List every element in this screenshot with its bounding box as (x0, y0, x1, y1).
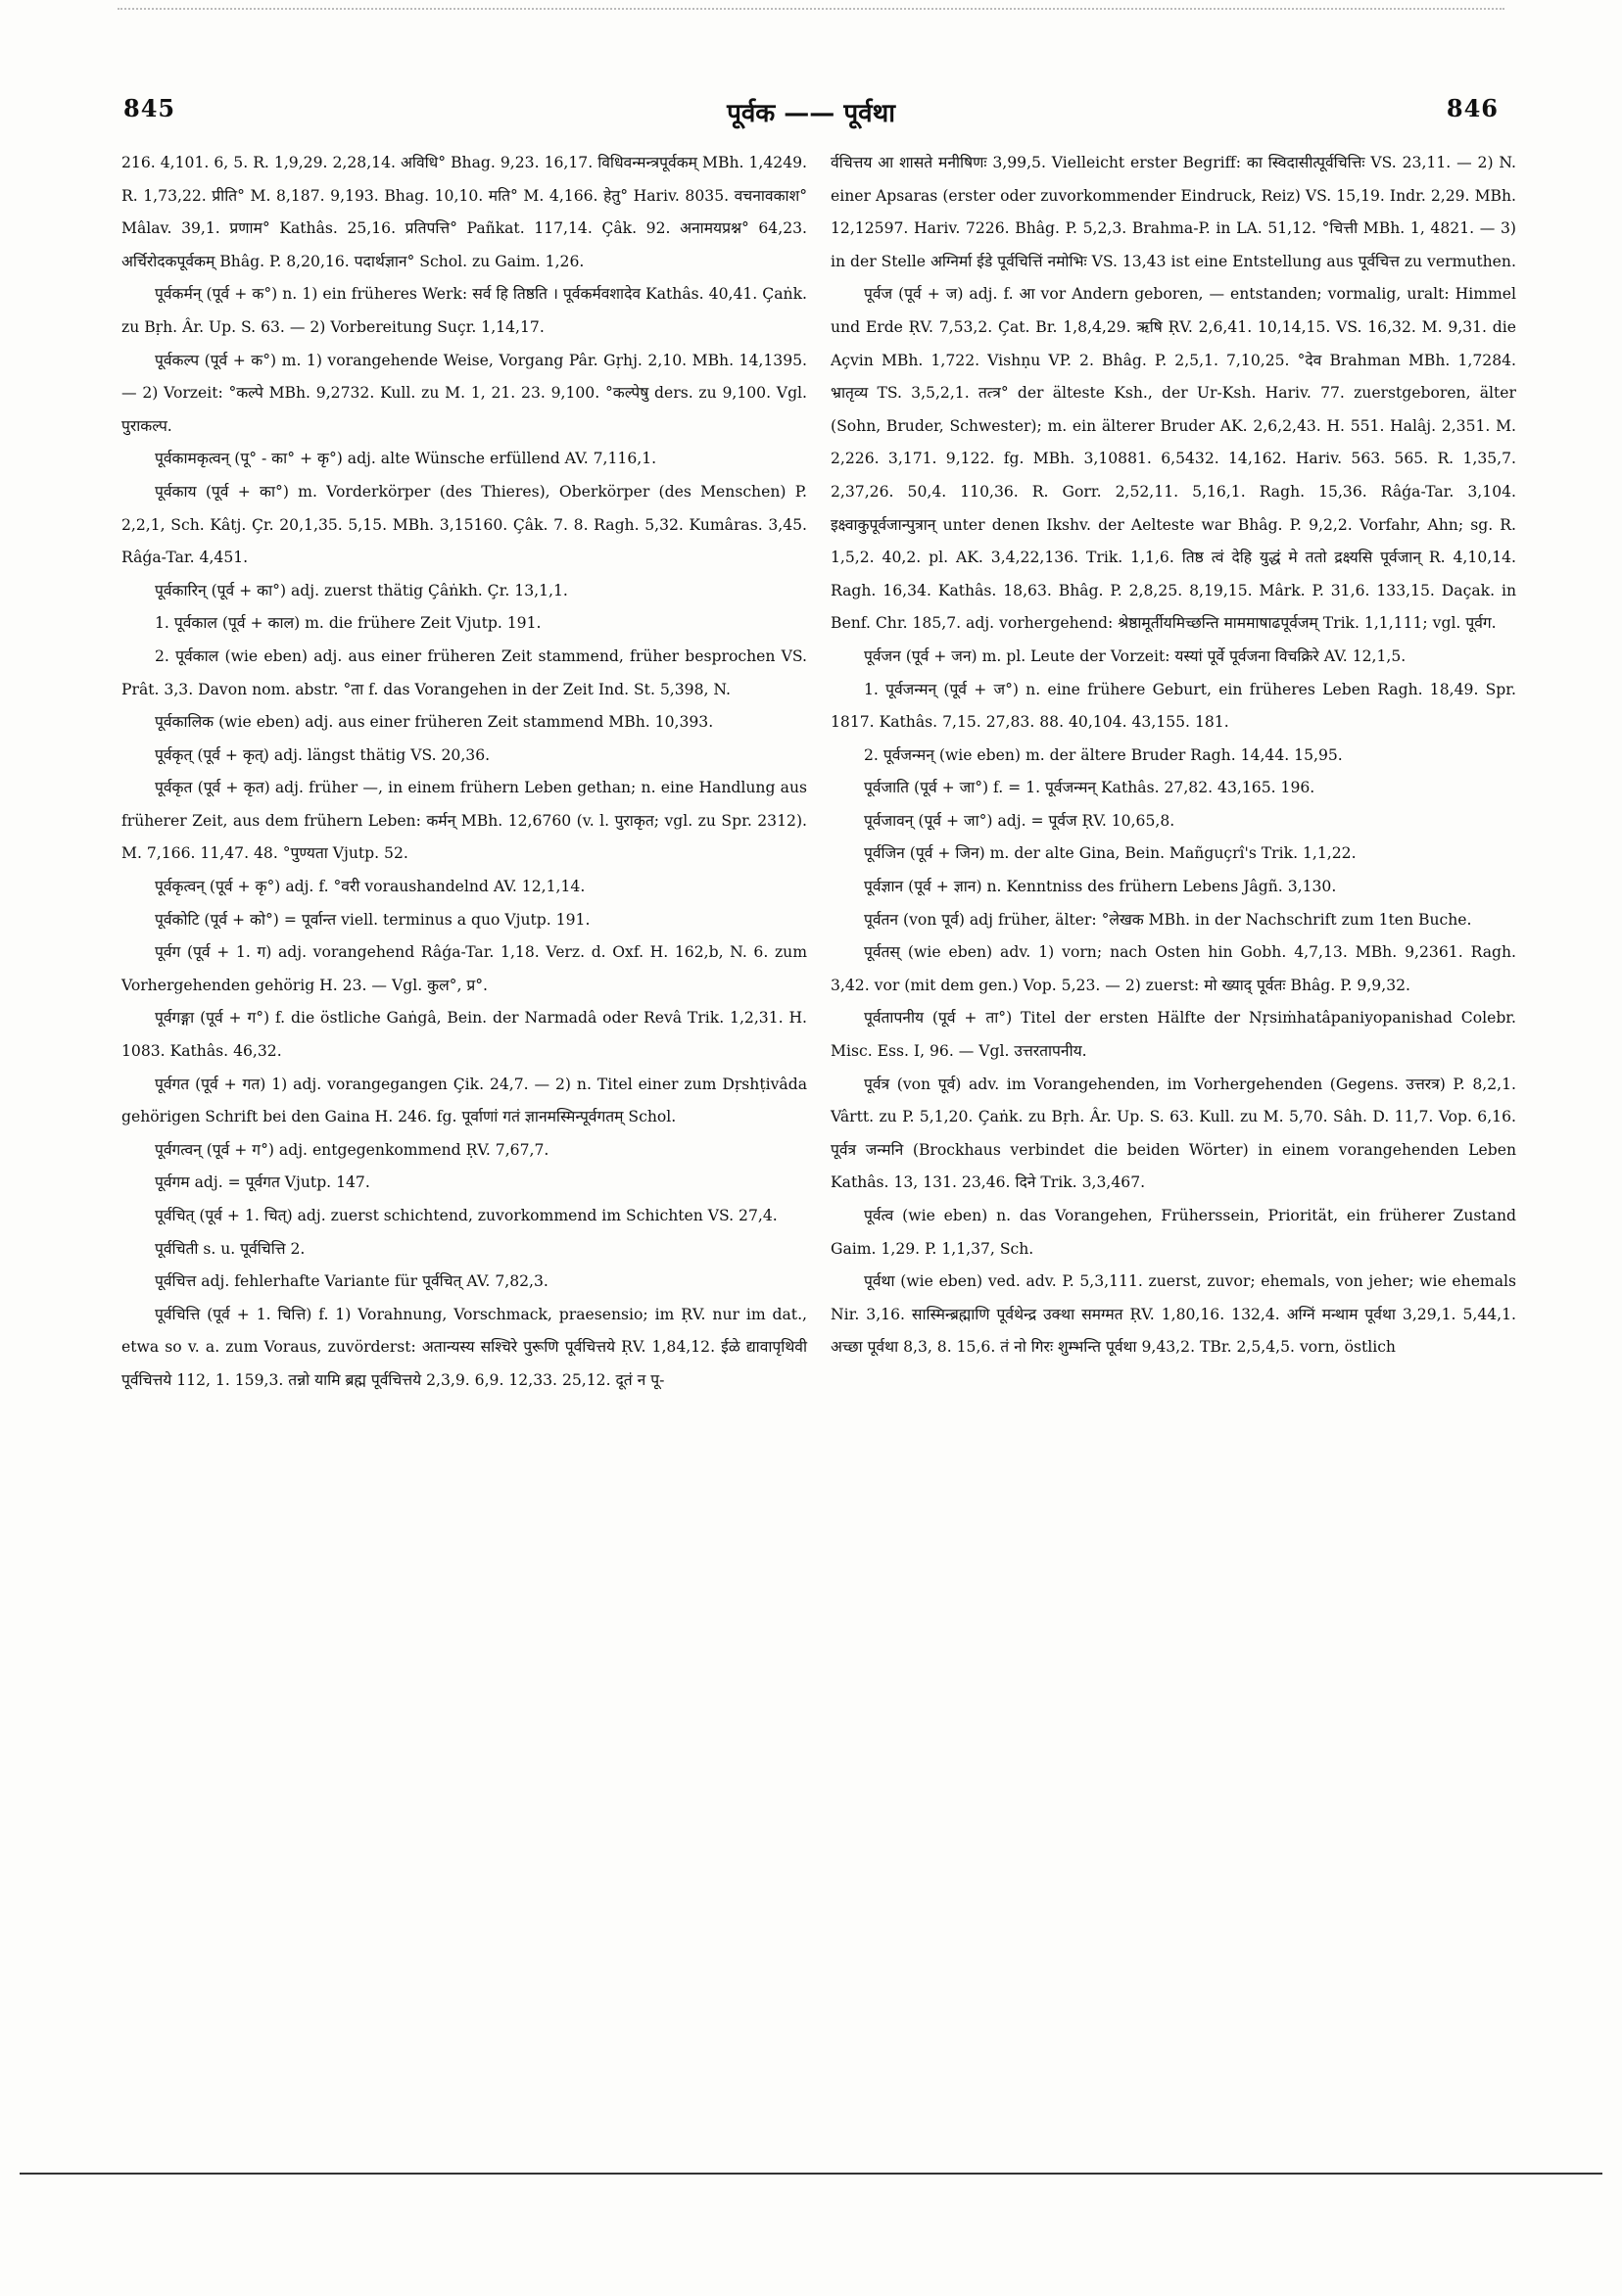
dictionary-entry: 2. पूर्वजन्मन् (wie eben) m. der ältere Bruder Ragh. 14,44. 15,95. (864, 745, 1343, 764)
dictionary-entry: पूर्वज्ञान (पूर्व + ज्ञान) n. Kenntniss des frühern Lebens Jâgñ. 3,130. (864, 878, 1337, 896)
page-number-right: 846 (1446, 94, 1499, 122)
dictionary-entry: पूर्वतस् (wie eben) adv. 1) vorn; nach Osten hin Gobh. 4,7,13. MBh. 9,2361. Ragh. 3,42. vor (mit dem gen.) Vop. 5,23. — 2) zuerst: मो ख्याद् पूर्वतः Bhâg. P. 9,9,32. (831, 943, 1516, 994)
dictionary-entry: पूर्वकृत्वन् (पूर्व + कृ°) adj. f. °वरी voraushandelnd AV. 12,1,14. (155, 878, 586, 896)
dictionary-entry: पूर्वकोटि (पूर्व + को°) = पूर्वान्त viell. terminus a quo Vjutp. 191. (155, 910, 591, 929)
bottom-rule (20, 2173, 1602, 2175)
dictionary-entry: र्वचित्तय आ शासते मनीषिणः 3,99,5. Vielleicht erster Begriff: का स्विदासीत्पूर्वचित्तिः VS. 23,11. — 2) N. einer Apsaras (erster oder zuvorkommender Eindruck, Reiz) VS. 15,19. Indr. 2,29. MBh. 12,12597. Hariv. 7226. Bhâg. P. 5,2,3. Brahma-P. in LA. 51,12. °चित्ती MBh. 1, 4821. — 3) in der Stelle अग्निर्मा ईडे पूर्वचित्तिं नमोभिः VS. 13,43 ist eine Entstellung aus पूर्वचित्त zu vermuthen. (831, 154, 1516, 270)
dictionary-entry: पूर्वत्र (von पूर्व) adv. im Vorangehenden, im Vorhergehenden (Gegens. उत्तरत्र) P. 8,2,1. Vârtt. zu P. 5,1,20. Çaṅk. zu Bṛh. Âr. Up. S. 63. Kull. zu M. 5,70. Sâh. D. 11,7. Vop. 6,16. पूर्वत्र जन्मनि (Brockhaus verbindet die beiden Wörter) in einem vorangehenden Leben Kathâs. 13, 131. 23,46. दिने Trik. 3,3,467. (831, 1075, 1516, 1192)
running-title: पूर्वक —— पूर्वथा (727, 99, 895, 128)
dictionary-entry: पूर्वजिन (पूर्व + जिन) m. der alte Gina, Bein. Mañguçrî's Trik. 1,1,22. (864, 844, 1357, 863)
dictionary-entry: पूर्वचिती s. u. पूर्वचित्ति 2. (155, 1239, 306, 1258)
dictionary-entry: पूर्वकृत् (पूर्व + कृत्) adj. längst thätig VS. 20,36. (155, 745, 491, 764)
top-edge-dots (118, 8, 1504, 10)
dictionary-entry: पूर्वतन (von पूर्व) adj früher, älter: °लेखक MBh. in der Nachschrift zum 1ten Buche. (864, 910, 1472, 929)
dictionary-entry: पूर्वजन (पूर्व + जन) m. pl. Leute der Vorzeit: यस्यां पूर्वे पूर्वजना विचक्रिरे AV. 12,1,5. (864, 646, 1407, 665)
dictionary-entry: पूर्वकृत (पूर्व + कृत) adj. früher —, in einem frühern Leben gethan; n. eine Handlung aus früherer Zeit, aus dem frühern Leben: कर्मन् MBh. 12,6760 (v. l. पुराकृत; vgl. zu Spr. 2312). M. 7,166. 11,47. 48. °पुण्यता Vjutp. 52. (121, 779, 807, 863)
dictionary-entry: पूर्वत्व (wie eben) n. das Vorangehen, Früherssein, Priorität, ein früherer Zustand Gaim. 1,29. P. 1,1,37, Sch. (831, 1207, 1516, 1258)
right-column (831, 147, 1516, 1364)
page-header (118, 94, 1504, 133)
dictionary-entry: पूर्वकारिन् (पूर्व + का°) adj. zuerst thätig Çâṅkh. Çr. 13,1,1. (155, 581, 568, 599)
dictionary-entry: पूर्वचित् (पूर्व + 1. चित्) adj. zuerst schichtend, zuvorkommend im Schichten VS. 27,4. (155, 1207, 778, 1224)
dictionary-entry: पूर्वकर्मन् (पूर्व + क°) n. 1) ein früheres Werk: सर्व हि तिष्ठति । पूर्वकर्मवशादेव Kathâs. 40,41. Çaṅk. zu Bṛh. Âr. Up. S. 63. — 2) Vorbereitung Suçr. 1,14,17. (121, 285, 807, 336)
dictionary-entry: पूर्वथा (wie eben) ved. adv. P. 5,3,111. zuerst, zuvor; ehemals, von jeher; wie ehemals Nir. 3,16. सास्मिन्ब्रह्माणि पूर्वथेन्द्र उक्था समग्मत ṚV. 1,80,16. 132,4. अग्निं मन्थाम पूर्वथा 3,29,1. 5,44,1. अच्छा पूर्वथा 8,3, 8. 15,6. तं नो गिरः शुम्भन्ति पूर्वथा 9,43,2. TBr. 2,5,4,5. vorn, östlich (831, 1272, 1516, 1357)
dictionary-entry: पूर्वचित्ति (पूर्व + 1. चित्ति) f. 1) Vorahnung, Vorschmack, praesensio; im ṚV. nur im dat., etwa so v. a. zum Voraus, zuvörderst: अतान्यस्य सश्चिरे पुरूणि पूर्वचित्तये ṚV. 1,84,12. ईळे द्यावापृथिवी पूर्वचित्तये 112, 1. 159,3. तन्नो यामि ब्रह्म पूर्वचित्तये 2,3,9. 6,9. 12,33. 25,12. दूतं न पू- (121, 1305, 807, 1389)
dictionary-entry: पूर्वगत (पूर्व + गत) 1) adj. vorangegangen Çik. 24,7. — 2) n. Titel einer zum Dṛshṭivâda gehörigen Schrift bei den Gaina H. 246. fg. पूर्वाणां गतं ज्ञानमस्मिन्पूर्वगतम् Schol. (121, 1075, 807, 1126)
dictionary-entry: 216. 4,101. 6, 5. R. 1,9,29. 2,28,14. अविधि° Bhag. 9,23. 16,17. विधिवन्मन्त्रपूर्वकम् MBh. 1,4249. R. 1,73,22. प्रीति° M. 8,187. 9,193. Bhag. 10,10. मति° M. 4,166. हेतु° Hariv. 8035. वचनावकाश° Mâlav. 39,1. प्रणाम° Kathâs. 25,16. प्रतिपत्ति° Pañkat. 117,14. Çâk. 92. अनामयप्रश्न° 64,23. अर्चिरोदकपूर्वकम् Bhâg. P. 8,20,16. पदार्थज्ञान° Schol. zu Gaim. 1,26. (121, 154, 807, 270)
dictionary-entry: पूर्वकामकृत्वन् (पू° - का° + कृ°) adj. alte Wünsche erfüllend AV. 7,116,1. (155, 450, 657, 468)
dictionary-entry: पूर्वगम adj. = पूर्वगत Vjutp. 147. (155, 1173, 370, 1192)
dictionary-entry: पूर्वग (पूर्व + 1. ग) adj. vorangehend Râǵa-Tar. 1,18. Verz. d. Oxf. H. 162,b, N. 6. zum Vorhergehenden gehörig H. 23. — Vgl. कुल°, प्र°. (121, 943, 807, 994)
dictionary-entry: पूर्वजाति (पूर्व + जा°) f. = 1. पूर्वजन्मन् Kathâs. 27,82. 43,165. 196. (864, 779, 1315, 797)
dictionary-entry: 1. पूर्वजन्मन् (पूर्व + ज°) n. eine frühere Geburt, ein früheres Leben Ragh. 18,49. Spr. 1817. Kathâs. 7,15. 27,83. 88. 40,104. 43,155. 181. (831, 680, 1516, 732)
dictionary-entry: पूर्वकाय (पूर्व + का°) m. Vorderkörper (des Thieres), Oberkörper (des Menschen) P. 2,2,1, Sch. Kâtj. Çr. 20,1,35. 5,15. MBh. 3,15160. Çâk. 7. 8. Ragh. 5,32. Kumâras. 3,45. Râǵa-Tar. 4,451. (121, 482, 807, 567)
dictionary-entry: पूर्वतापनीय (पूर्व + ता°) Titel der ersten Hälfte der Nṛsiṁhatâpaniyopanishad Colebr. Misc. Ess. I, 96. — Vgl. उत्तरतापनीय. (831, 1009, 1516, 1061)
dictionary-entry: 1. पूर्वकाल (पूर्व + काल) m. die frühere Zeit Vjutp. 191. (155, 614, 542, 633)
dictionary-entry: पूर्वकालिक (wie eben) adj. aus einer früheren Zeit stammend MBh. 10,393. (155, 713, 714, 732)
dictionary-entry: पूर्वकल्प (पूर्व + क°) m. 1) vorangehende Weise, Vorgang Pâr. Gṛhj. 2,10. MBh. 14,1395. — 2) Vorzeit: °कल्पे MBh. 9,2732. Kull. zu M. 1, 21. 23. 9,100. °कल्पेषु ders. zu 9,100. Vgl. पुराकल्प. (121, 351, 807, 435)
left-column (121, 147, 807, 1398)
dictionary-entry: पूर्वगत्वन् (पूर्व + ग°) adj. entgegenkommend ṚV. 7,67,7. (155, 1140, 549, 1159)
dictionary-entry: 2. पूर्वकाल (wie eben) adj. aus einer früheren Zeit stammend, früher besprochen VS. Prât. 3,3. Davon nom. abstr. °ता f. das Vorangehen in der Zeit Ind. St. 5,398, N. (121, 646, 807, 698)
dictionary-entry: पूर्वगङ्गा (पूर्व + ग°) f. die östliche Gaṅgâ, Bein. der Narmadâ oder Revâ Trik. 1,2,31. H. 1083. Kathâs. 46,32. (121, 1009, 807, 1061)
dictionary-entry: पूर्वज (पूर्व + ज) adj. f. आ vor Andern geboren, — entstanden; vormalig, uralt: Himmel und Erde ṚV. 7,53,2. Çat. Br. 1,8,4,29. ऋषि ṚV. 2,6,41. 10,14,15. VS. 16,32. M. 9,31. die Açvin MBh. 1,722. Vishṇu VP. 2. Bhâg. P. 2,5,1. 7,10,25. °देव Brahman MBh. 1,7284. भ्रातृव्य TS. 3,5,2,1. तत्त्र° der älteste Ksh., der Ur-Ksh. Hariv. 77. zuerstgeboren, älter (Sohn, Bruder, Schwester); m. ein älterer Bruder AK. 2,6,2,43. H. 551. Halâj. 2,351. M. 2,226. 3,171. 9,122. fg. MBh. 3,10881. 6,5432. 14,162. Hariv. 563. 565. R. 1,35,7. 2,37,26. 50,4. 110,36. R. Gorr. 2,52,11. 5,16,1. Ragh. 15,36. Râǵa-Tar. 3,104. इक्ष्वाकुपूर्वजान्पुत्रान् unter denen Ikshv. der Aelteste war Bhâg. P. 9,2,2. Vorfahr, Ahn; sg. R. 1,5,2. 40,2. pl. AK. 3,4,22,136. Trik. 1,1,6. तिष्ठ त्वं देहि युद्धं मे ततो द्रक्ष्यसि पूर्वजान् R. 4,10,14. Ragh. 16,34. Kathâs. 18,63. Bhâg. P. 2,8,25. 8,19,15. Mârk. P. 31,6. 133,15. Daçak. in Benf. Chr. 185,7. adj. vorhergehend: श्रेष्ठामूर्तीयमिच्छन्ति माममाषाढपूर्वजम् Trik. 1,1,111; vgl. पूर्वग. (831, 285, 1516, 633)
dictionary-entry: पूर्वचित्त adj. fehlerhafte Variante für पूर्वचित् AV. 7,82,3. (155, 1272, 549, 1291)
dictionary-entry: पूर्वजावन् (पूर्व + जा°) adj. = पूर्वज ṚV. 10,65,8. (864, 811, 1175, 830)
page-number-left: 845 (123, 94, 176, 122)
